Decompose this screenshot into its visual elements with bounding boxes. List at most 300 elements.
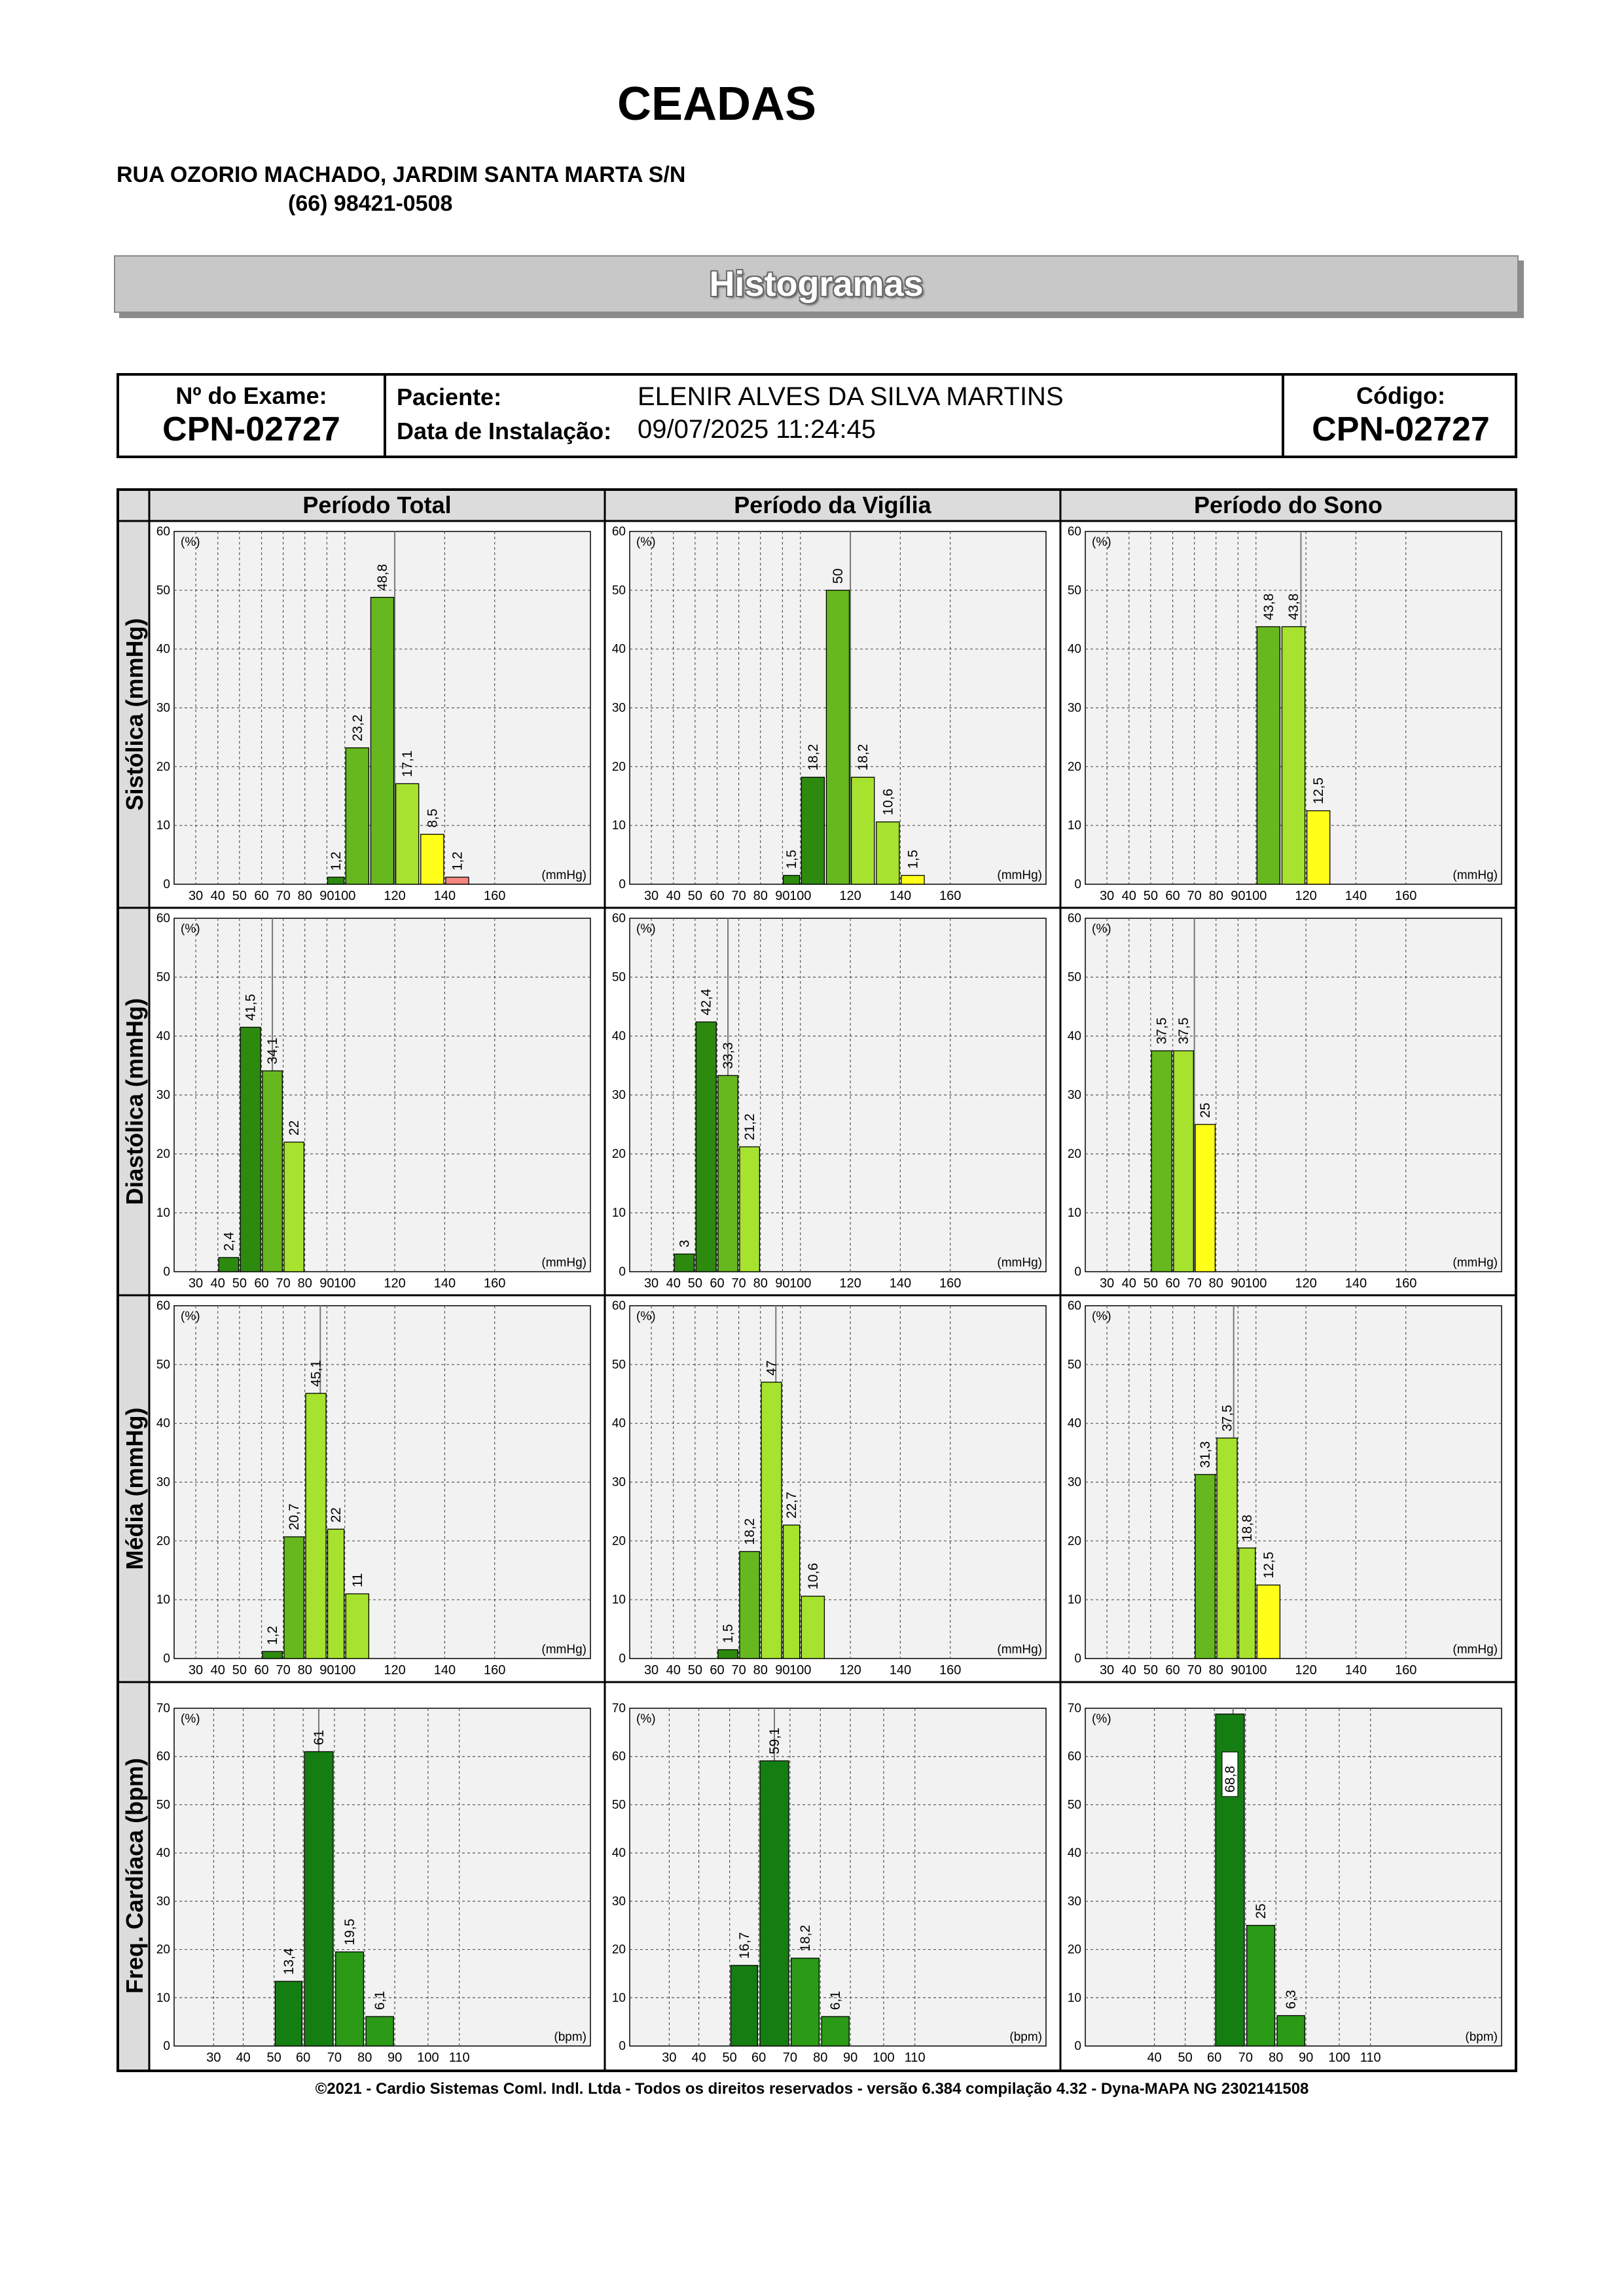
- x-tick-label: 90: [319, 1663, 334, 1677]
- data-label: 22: [329, 1507, 344, 1523]
- clinic-address: RUA OZORIO MACHADO, JARDIM SANTA MARTA S/N: [117, 162, 686, 187]
- x-tick-label: 140: [433, 1276, 456, 1291]
- plot-area: [1085, 1306, 1502, 1659]
- histogram-bar: [284, 1537, 304, 1659]
- y-tick-label: 40: [1067, 1846, 1081, 1861]
- x-tick-label: 60: [751, 2051, 767, 2065]
- y-tick-label: 10: [156, 1593, 170, 1607]
- x-tick-label: 160: [484, 1276, 506, 1291]
- y-tick-label: 40: [611, 642, 626, 656]
- x-tick-label: 100: [789, 1276, 812, 1291]
- histogram-bar: [718, 1650, 738, 1659]
- exam-number-value: CPN-02727: [162, 410, 340, 448]
- y-tick-label: 50: [611, 1357, 626, 1372]
- y-tick-label: 10: [156, 819, 170, 833]
- x-tick-label: 30: [188, 889, 204, 903]
- x-tick-label: 140: [889, 1663, 912, 1677]
- x-tick-label: 40: [236, 2051, 251, 2065]
- y-tick-label: 20: [156, 1943, 170, 1957]
- y-tick-label: 60: [1067, 912, 1081, 925]
- data-label: 1,5: [721, 1624, 736, 1643]
- x-tick-label: 70: [1187, 1276, 1202, 1291]
- y-tick-label: 60: [611, 912, 626, 925]
- histogram-bar: [306, 1393, 326, 1659]
- histogram-bar: [801, 1596, 824, 1659]
- data-label: 18,2: [805, 744, 821, 771]
- data-label: 25: [1198, 1102, 1214, 1118]
- x-tick-label: 140: [1344, 1276, 1367, 1291]
- y-tick-label: 0: [1074, 1652, 1081, 1666]
- histogram-svg: [119, 491, 1515, 2070]
- x-tick-label: 110: [904, 2051, 926, 2065]
- y-unit-label: (%): [181, 1712, 200, 1726]
- y-tick-label: 30: [611, 1088, 626, 1102]
- info-separator: [384, 376, 386, 456]
- histogram-bar: [370, 598, 393, 884]
- histogram-bar: [1257, 627, 1280, 884]
- data-label: 18,2: [742, 1518, 758, 1545]
- x-tick-label: 100: [1245, 1663, 1267, 1677]
- data-label: 2,4: [221, 1232, 237, 1251]
- x-tick-label: 50: [1143, 1276, 1158, 1291]
- x-tick-label: 30: [1099, 889, 1115, 903]
- y-tick-label: 40: [156, 1416, 170, 1431]
- histogram-bar: [1247, 1926, 1275, 2046]
- x-unit-label: (mmHg): [1453, 869, 1498, 882]
- y-tick-label: 50: [1067, 1798, 1081, 1812]
- x-tick-label: 70: [1187, 1663, 1202, 1677]
- x-tick-label: 120: [384, 889, 406, 903]
- data-label: 10,6: [880, 788, 896, 816]
- x-tick-label: 160: [939, 889, 962, 903]
- x-tick-label: 140: [889, 889, 912, 903]
- x-tick-label: 160: [1395, 1276, 1417, 1291]
- y-tick-label: 30: [611, 1475, 626, 1490]
- data-label: 41,5: [243, 994, 259, 1021]
- x-unit-label: (mmHg): [1453, 1256, 1498, 1270]
- x-tick-label: 70: [731, 1276, 746, 1291]
- exam-number-label: Nº do Exame:: [175, 382, 327, 409]
- x-unit-label: (mmHg): [541, 1256, 586, 1270]
- x-tick-label: 90: [775, 1276, 790, 1291]
- y-tick-label: 50: [611, 583, 626, 598]
- histogram-bar: [1277, 2016, 1305, 2046]
- data-label: 45,1: [308, 1359, 324, 1387]
- histogram-bar: [852, 778, 875, 884]
- x-tick-label: 40: [1121, 889, 1136, 903]
- x-tick-label: 60: [1165, 1276, 1180, 1291]
- data-label: 33,3: [721, 1042, 736, 1069]
- patient-name: ELENIR ALVES DA SILVA MARTINS: [638, 382, 1064, 411]
- x-tick-label: 50: [1178, 2051, 1193, 2065]
- data-label: 1,2: [329, 852, 344, 871]
- y-unit-label: (%): [636, 535, 656, 549]
- install-date-label: Data de Instalação:: [397, 418, 612, 444]
- data-label: 1,2: [450, 852, 465, 871]
- y-tick-label: 0: [619, 1652, 626, 1666]
- y-tick-label: 40: [611, 1416, 626, 1431]
- patient-label: Paciente:: [397, 384, 502, 410]
- histogram-bar: [1257, 1585, 1280, 1659]
- x-tick-label: 80: [1208, 889, 1223, 903]
- x-tick-label: 160: [939, 1276, 962, 1291]
- x-tick-label: 160: [484, 889, 506, 903]
- x-tick-label: 70: [1238, 2051, 1253, 2065]
- y-unit-label: (%): [181, 1310, 200, 1323]
- row-title: Média (mmHg): [121, 1407, 148, 1570]
- x-tick-label: 50: [1143, 889, 1158, 903]
- plot-area: [1085, 918, 1502, 1272]
- data-label: 48,8: [375, 564, 390, 591]
- y-tick-label: 50: [156, 1357, 170, 1372]
- y-tick-label: 0: [619, 1265, 626, 1279]
- install-date-value: 09/07/2025 11:24:45: [638, 415, 876, 444]
- x-tick-label: 50: [687, 889, 702, 903]
- data-label: 21,2: [742, 1113, 758, 1141]
- y-tick-label: 0: [1074, 2039, 1081, 2053]
- x-tick-label: 100: [789, 1663, 812, 1677]
- x-tick-label: 30: [643, 1663, 659, 1677]
- data-label: 31,3: [1198, 1441, 1214, 1468]
- y-tick-label: 20: [156, 1147, 170, 1161]
- x-tick-label: 80: [753, 1276, 768, 1291]
- row-title: Diastólica (mmHg): [121, 997, 148, 1206]
- y-tick-label: 30: [156, 1088, 170, 1102]
- y-tick-label: 40: [1067, 1416, 1081, 1431]
- x-tick-label: 60: [254, 889, 269, 903]
- y-tick-label: 60: [156, 912, 170, 925]
- x-tick-label: 30: [206, 2051, 221, 2065]
- x-tick-label: 140: [433, 889, 456, 903]
- data-label: 3: [677, 1240, 693, 1247]
- x-tick-label: 50: [1143, 1663, 1158, 1677]
- code-value: CPN-02727: [1312, 410, 1490, 448]
- y-tick-label: 10: [611, 1593, 626, 1607]
- histogram-bar: [901, 876, 924, 884]
- code-label: Código:: [1356, 382, 1445, 409]
- x-tick-label: 50: [687, 1663, 702, 1677]
- x-tick-label: 160: [1395, 889, 1417, 903]
- x-tick-label: 90: [842, 2051, 858, 2065]
- histogram-bar: [731, 1965, 757, 2046]
- y-tick-label: 20: [1067, 1943, 1081, 1957]
- data-label: 1,2: [265, 1626, 281, 1645]
- x-tick-label: 40: [666, 1663, 681, 1677]
- x-tick-label: 120: [1295, 889, 1317, 903]
- x-tick-label: 30: [188, 1276, 204, 1291]
- histogram-bar: [1195, 1124, 1215, 1272]
- y-tick-label: 10: [156, 1991, 170, 2005]
- section-banner: [114, 255, 1519, 313]
- y-tick-label: 30: [156, 1894, 170, 1909]
- x-tick-label: 60: [710, 1276, 725, 1291]
- x-unit-label: (mmHg): [997, 1256, 1042, 1270]
- x-tick-label: 70: [276, 1276, 291, 1291]
- x-tick-label: 30: [188, 1663, 204, 1677]
- x-tick-label: 90: [1298, 2051, 1314, 2065]
- y-unit-label: (%): [1092, 1712, 1111, 1726]
- y-tick-label: 40: [156, 1846, 170, 1861]
- x-tick-label: 30: [643, 889, 659, 903]
- histogram-bar: [1282, 627, 1305, 884]
- histogram-bar: [801, 778, 824, 884]
- histogram-bar: [718, 1075, 738, 1272]
- plot-area: [630, 918, 1046, 1272]
- y-unit-label: (%): [636, 1310, 656, 1323]
- data-label: 23,2: [350, 714, 365, 742]
- data-label: 20,7: [287, 1503, 302, 1531]
- y-tick-label: 20: [156, 1534, 170, 1549]
- x-tick-label: 120: [384, 1276, 406, 1291]
- data-label: 19,5: [342, 1918, 358, 1946]
- histogram-bar: [740, 1552, 759, 1659]
- data-label: 17,1: [400, 750, 416, 778]
- y-tick-label: 50: [156, 1798, 170, 1812]
- data-label: 8,5: [425, 808, 441, 828]
- x-tick-label: 90: [1231, 1276, 1246, 1291]
- x-tick-label: 80: [297, 889, 312, 903]
- histogram-bar: [262, 1071, 282, 1272]
- data-label: 59,1: [767, 1727, 783, 1755]
- x-tick-label: 40: [666, 1276, 681, 1291]
- x-tick-label: 90: [319, 889, 334, 903]
- x-unit-label: (bpm): [1009, 2030, 1042, 2044]
- row-title: Sistólica (mmHg): [121, 618, 148, 811]
- data-label: 43,8: [1261, 593, 1276, 620]
- x-tick-label: 100: [1245, 1276, 1267, 1291]
- x-tick-label: 90: [1231, 1663, 1246, 1677]
- x-tick-label: 120: [384, 1663, 406, 1677]
- column-title: Período do Sono: [1194, 492, 1382, 518]
- y-tick-label: 10: [1067, 1991, 1081, 2005]
- x-tick-label: 120: [839, 1663, 861, 1677]
- x-tick-label: 60: [710, 889, 725, 903]
- y-tick-label: 50: [611, 971, 626, 984]
- x-tick-label: 90: [1231, 889, 1246, 903]
- histogram-bar: [696, 1022, 716, 1272]
- y-unit-label: (%): [181, 922, 200, 936]
- x-tick-label: 110: [448, 2051, 470, 2065]
- y-tick-label: 0: [1074, 878, 1081, 891]
- x-tick-label: 30: [643, 1276, 659, 1291]
- x-tick-label: 100: [789, 889, 812, 903]
- data-label: 18,2: [798, 1924, 814, 1952]
- y-tick-label: 50: [611, 1798, 626, 1812]
- x-tick-label: 70: [731, 1663, 746, 1677]
- x-unit-label: (mmHg): [1453, 1643, 1498, 1657]
- y-tick-label: 30: [1067, 1894, 1081, 1909]
- histogram-bar: [346, 1594, 369, 1659]
- x-tick-label: 50: [266, 2051, 281, 2065]
- data-label: 12,5: [1311, 777, 1327, 804]
- x-tick-label: 60: [296, 2051, 311, 2065]
- data-label: 18,8: [1240, 1515, 1255, 1542]
- x-tick-label: 70: [276, 889, 291, 903]
- y-tick-label: 20: [1067, 1147, 1081, 1161]
- data-label: 37,5: [1219, 1405, 1235, 1432]
- data-label: 18,2: [856, 744, 871, 771]
- y-tick-label: 10: [1067, 1206, 1081, 1220]
- y-tick-label: 10: [611, 1206, 626, 1220]
- histogram-bar: [304, 1751, 333, 2046]
- histogram-bar: [346, 748, 369, 884]
- y-tick-label: 60: [156, 1749, 170, 1764]
- data-label: 42,4: [698, 988, 714, 1016]
- x-tick-label: 40: [666, 889, 681, 903]
- y-tick-label: 60: [1067, 525, 1081, 539]
- x-tick-label: 60: [254, 1663, 269, 1677]
- x-tick-label: 100: [334, 1276, 356, 1291]
- data-label: 13,4: [281, 1948, 297, 1975]
- x-tick-label: 90: [319, 1276, 334, 1291]
- histogram-bar: [328, 1529, 344, 1659]
- x-unit-label: (bpm): [554, 2030, 586, 2044]
- y-tick-label: 20: [611, 1534, 626, 1549]
- x-tick-label: 140: [1344, 889, 1367, 903]
- histogram-bar: [284, 1142, 304, 1272]
- x-unit-label: (bpm): [1465, 2030, 1498, 2044]
- histogram-bar: [760, 1761, 789, 2046]
- y-tick-label: 20: [156, 760, 170, 774]
- histogram-bar: [240, 1028, 261, 1272]
- y-tick-label: 30: [1067, 1475, 1081, 1490]
- data-label: 12,5: [1261, 1551, 1276, 1579]
- data-label: 34,1: [265, 1037, 281, 1065]
- histogram-bar: [784, 876, 800, 884]
- y-tick-label: 0: [163, 2039, 170, 2053]
- x-unit-label: (mmHg): [997, 1643, 1042, 1657]
- y-tick-label: 50: [156, 971, 170, 984]
- x-tick-label: 90: [775, 889, 790, 903]
- x-unit-label: (mmHg): [997, 869, 1042, 882]
- histogram-bar: [1151, 1051, 1172, 1272]
- x-tick-label: 60: [710, 1663, 725, 1677]
- data-label: 16,7: [736, 1932, 752, 1959]
- y-tick-label: 60: [1067, 1299, 1081, 1313]
- x-tick-label: 70: [327, 2051, 342, 2065]
- y-tick-label: 10: [611, 819, 626, 833]
- data-label: 50: [831, 568, 846, 584]
- column-title: Período Total: [302, 492, 452, 518]
- y-tick-label: 30: [611, 701, 626, 715]
- histogram-bar: [826, 590, 849, 884]
- y-tick-label: 70: [1067, 1702, 1081, 1715]
- y-tick-label: 10: [1067, 819, 1081, 833]
- histogram-bar: [791, 1958, 820, 2046]
- x-tick-label: 100: [873, 2051, 895, 2065]
- x-tick-label: 50: [722, 2051, 737, 2065]
- x-tick-label: 80: [297, 1276, 312, 1291]
- data-label: 10,6: [805, 1562, 821, 1590]
- x-tick-label: 50: [232, 889, 247, 903]
- x-tick-label: 80: [813, 2051, 828, 2065]
- y-tick-label: 10: [611, 1991, 626, 2005]
- y-tick-label: 20: [611, 760, 626, 774]
- histogram-bar: [219, 1257, 238, 1272]
- y-tick-label: 60: [1067, 1749, 1081, 1764]
- x-tick-label: 120: [1295, 1663, 1317, 1677]
- data-label: 61: [312, 1729, 327, 1746]
- histogram-bar: [876, 822, 899, 884]
- y-tick-label: 30: [156, 701, 170, 715]
- x-tick-label: 40: [1121, 1663, 1136, 1677]
- y-tick-label: 40: [156, 1030, 170, 1043]
- x-tick-label: 80: [753, 1663, 768, 1677]
- footer-copyright: ©2021 - Cardio Sistemas Coml. Indl. Ltda - Todos os direitos reservados - versão 6.384 compilação 4.32 - Dyna-MAPA NG 2302141508: [315, 2080, 1309, 2098]
- y-tick-label: 0: [619, 878, 626, 891]
- x-tick-label: 70: [276, 1663, 291, 1677]
- y-unit-label: (%): [636, 1712, 656, 1726]
- y-tick-label: 0: [1074, 1265, 1081, 1279]
- x-tick-label: 30: [662, 2051, 677, 2065]
- y-tick-label: 70: [156, 1702, 170, 1715]
- y-tick-label: 20: [1067, 760, 1081, 774]
- histogram-bar: [1217, 1438, 1237, 1659]
- x-unit-label: (mmHg): [541, 1643, 586, 1657]
- clinic-title: CEADAS: [617, 78, 817, 130]
- y-tick-label: 10: [156, 1206, 170, 1220]
- y-unit-label: (%): [1092, 1310, 1111, 1323]
- x-tick-label: 140: [433, 1663, 456, 1677]
- x-tick-label: 160: [484, 1663, 506, 1677]
- data-label: 25: [1254, 1903, 1269, 1919]
- histogram-bar: [821, 2017, 849, 2046]
- x-tick-label: 90: [775, 1663, 790, 1677]
- y-tick-label: 40: [1067, 1030, 1081, 1043]
- histogram-bar: [366, 2017, 393, 2046]
- y-tick-label: 0: [619, 2039, 626, 2053]
- x-tick-label: 140: [889, 1276, 912, 1291]
- data-label: 6,1: [372, 1990, 388, 2011]
- x-tick-label: 100: [1328, 2051, 1350, 2065]
- data-label: 1,5: [784, 850, 800, 869]
- histogram-bar: [446, 877, 469, 884]
- data-label: 6,1: [828, 1990, 844, 2011]
- x-tick-label: 50: [232, 1276, 247, 1291]
- y-tick-label: 30: [1067, 1088, 1081, 1102]
- y-tick-label: 30: [1067, 701, 1081, 715]
- x-tick-label: 40: [210, 1276, 225, 1291]
- x-tick-label: 120: [1295, 1276, 1317, 1291]
- data-label: 22,7: [784, 1492, 800, 1519]
- x-tick-label: 40: [210, 1663, 225, 1677]
- data-label: 43,8: [1286, 593, 1301, 620]
- histogram-bar: [761, 1382, 782, 1659]
- exam-info-box: [117, 373, 1517, 458]
- x-tick-label: 70: [731, 889, 746, 903]
- y-tick-label: 10: [1067, 1593, 1081, 1607]
- y-unit-label: (%): [181, 535, 200, 549]
- data-label: 68,8: [1223, 1765, 1238, 1793]
- banner-title: Histogramas: [709, 264, 924, 304]
- histogram-bar: [1195, 1475, 1215, 1659]
- y-tick-label: 60: [611, 1749, 626, 1764]
- histogram-bar: [1174, 1051, 1193, 1272]
- x-tick-label: 50: [232, 1663, 247, 1677]
- x-tick-label: 40: [210, 889, 225, 903]
- histogram-bar: [1307, 811, 1330, 884]
- y-tick-label: 30: [156, 1475, 170, 1490]
- histogram-grid: [117, 488, 1517, 2072]
- y-tick-label: 40: [1067, 642, 1081, 656]
- x-tick-label: 80: [357, 2051, 372, 2065]
- y-tick-label: 60: [156, 1299, 170, 1313]
- plot-area: [630, 1306, 1046, 1659]
- histogram-bar: [674, 1254, 694, 1272]
- x-tick-label: 80: [1208, 1276, 1223, 1291]
- x-tick-label: 60: [1165, 1663, 1180, 1677]
- x-tick-label: 60: [1165, 889, 1180, 903]
